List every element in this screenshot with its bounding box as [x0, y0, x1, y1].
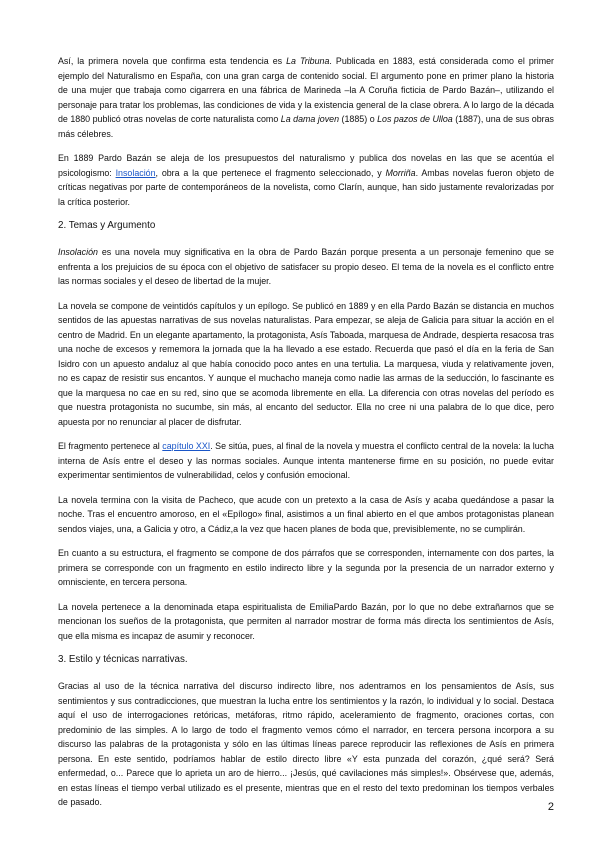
- title-la-tribuna: La Tribuna: [286, 56, 330, 66]
- paragraph-fragmento: El fragmento pertenece al capítulo XXI. Se sitúa, pues, al final de la novela y muestra el conflicto central de la novela: la lucha interna de Asís entre el deseo y las normas sociales. Aunque intenta mantenerse firme en su posición, no puede evitar experimentar sentimientos de vulnerabilidad, celos y confusión emocional.: [58, 441, 554, 480]
- paragraph-final-novela: La novela termina con la visita de Pacheco, que acude con un pretexto a la casa de Asís y acaba quedándose a pasar la noche. Tras el encuentro amoroso, en el «Epílogo» final, asistimos a un final abierto en el que ambos protagonistas planean sendos viajes, una, a Galicia y otro, a Cádiz,a la vez que hacen planes de boda que, previsiblemente, no se cumplirán.: [58, 494, 554, 534]
- title-morrina: Morriña: [385, 167, 416, 178]
- paragraph-etapa-espiritualista: La novela pertenece a la denominada etapa espiritualista de EmiliaPardo Bazán, por lo que no debe extrañarnos que se mencionan los sueños de la protagonista, que permiten al narrador mostrar de forma más directa los sentimientos de Asís, que ella misma es incapaz de asumir y reconocer.: [58, 601, 554, 641]
- paragraph-psicologismo: En 1889 Pardo Bazán se aleja de los presupuestos del naturalismo y publica dos novelas en las que se acentúa el psicologismo: Insolación, obra a la que pertenece el fragmento seleccionado, y Morriña. Ambas novelas fueron objeto de críticas negativas por parte de contemporáneos de la novelista, como Clarín, aunque, han sido justamente revalorizadas por la crítica posterior.: [58, 153, 555, 207]
- paragraph-argumento: La novela se compone de veintidós capítulos y un epílogo. Se publicó en 1889 y en ella Pardo Bazán se distancia en muchos sentidos de las apuestas narrativas de sus novelas naturalistas. Para empezar, se aleja de Galicia para situar la acción en el centro de Madrid. En un elegante apartamento, la protagonista, Asís Taboada, marquesa de Andrade, despierta resacosa tras una noche de excesos y rememora la jornada que la ha llevado a ese estado. Recuerda que pasó el día en la feria de San Isidro con un apuesto andaluz al que había conocido poco antes en una tertulia. La marquesa, viuda y relativamente joven, no es capaz de resistir sus encantos. Y aunque el muchacho maneja como nadie las armas de la seducción, lo fascinante es que la marquesa no cae en su red, sino que se acomoda libremente en ella. La diferencia con otras novelas del período es que nuestra protagonista no sucumbe, sin más, al encanto del seductor. Ella no cree ni una palabra de lo que dice, pero apuesta por no renunciar al placer de disfrutar.: [58, 300, 554, 427]
- title-la-dama-joven: La dama joven: [280, 114, 340, 124]
- paragraph-estructura: En cuanto a su estructura, el fragmento se compone de dos párrafos que se corresponden, internamente con dos partes, la primera se corresponde con un fragmento en estilo indirecto libre y la segunda por la presencia de un narrador externo y omnisciente, en tercera persona.: [58, 548, 554, 587]
- section-heading-estilo: 3. Estilo y técnicas narrativas.: [58, 654, 188, 665]
- section-heading-temas: 2. Temas y Argumento: [58, 220, 156, 231]
- title-insolacion: Insolación: [58, 247, 98, 257]
- capitulo-xxi-link[interactable]: capítulo XXI: [162, 441, 211, 451]
- document-page: [58, 54, 554, 820]
- title-los-pazos-de-ulloa: Los pazos de Ulloa: [377, 114, 453, 124]
- paragraph-estilo: Gracias al uso de la técnica narrativa del discurso indirecto libre, nos adentramos en los pensamientos de Asís, sus sentimientos y sus contradicciones, que muestran la lucha entre los sentimientos y la razón, lo individual y lo social. Destaca aquí el uso de interrogaciones retóricas, metáforas, ritmo rápido, aceleramiento de fragmento, oraciones cortas, con predominio de las simples. A lo largo de todo el fragmento vemos cómo el narrador, en tercera persona incorpora a su discurso las palabras de la protagonista y sólo en las últimas líneas parece reproducir las reflexiones de Asís en primera persona. En este sentido, podríamos hablar de estilo directo libre «Y esta punzada del corazón, ¿qué será? Será enfermedad, o... Parece que lo aprieta un aro de hierro... ¡Jesús, qué cavilaciones más simples!». Obsérvese que, además, en estas líneas el tiempo verbal utilizado es el presente, mientras que en el resto del texto predominan los tiempos verbales de pasado.: [58, 681, 554, 807]
- paragraph-la-tribuna: Así, la primera novela que confirma esta tendencia es La Tribuna. Publicada en 1883, está considerada como el primer ejemplo del Naturalismo en España, con una gran carga de contenido social. El argumento pone en primer plano la historia de una mujer que trabaja como cigarrera en una fábrica de Marineda –la A Coruña ficticia de Pardo Bazán–, utilizando el personaje para tratar los problemas, las condiciones de vida y la existencia general de la clase obrera. A lo largo de la década de 1880 publicó otras novelas de corte naturalista como La dama joven (1885) o Los pazos de Ulloa (1887), una de sus obras más célebres.: [58, 56, 554, 139]
- insolacion-link[interactable]: Insolación: [115, 167, 156, 178]
- page-number: 2: [547, 801, 554, 813]
- paragraph-insolacion-tema: Insolación es una novela muy significativa en la obra de Pardo Bazán porque presenta a un personaje femenino que se enfrenta a los prejuicios de su época con el objetivo de satisfacer su propio deseo. El tema de la novela es el conflicto entre las normas sociales y el deseo de libertad de la mujer.: [58, 247, 554, 286]
